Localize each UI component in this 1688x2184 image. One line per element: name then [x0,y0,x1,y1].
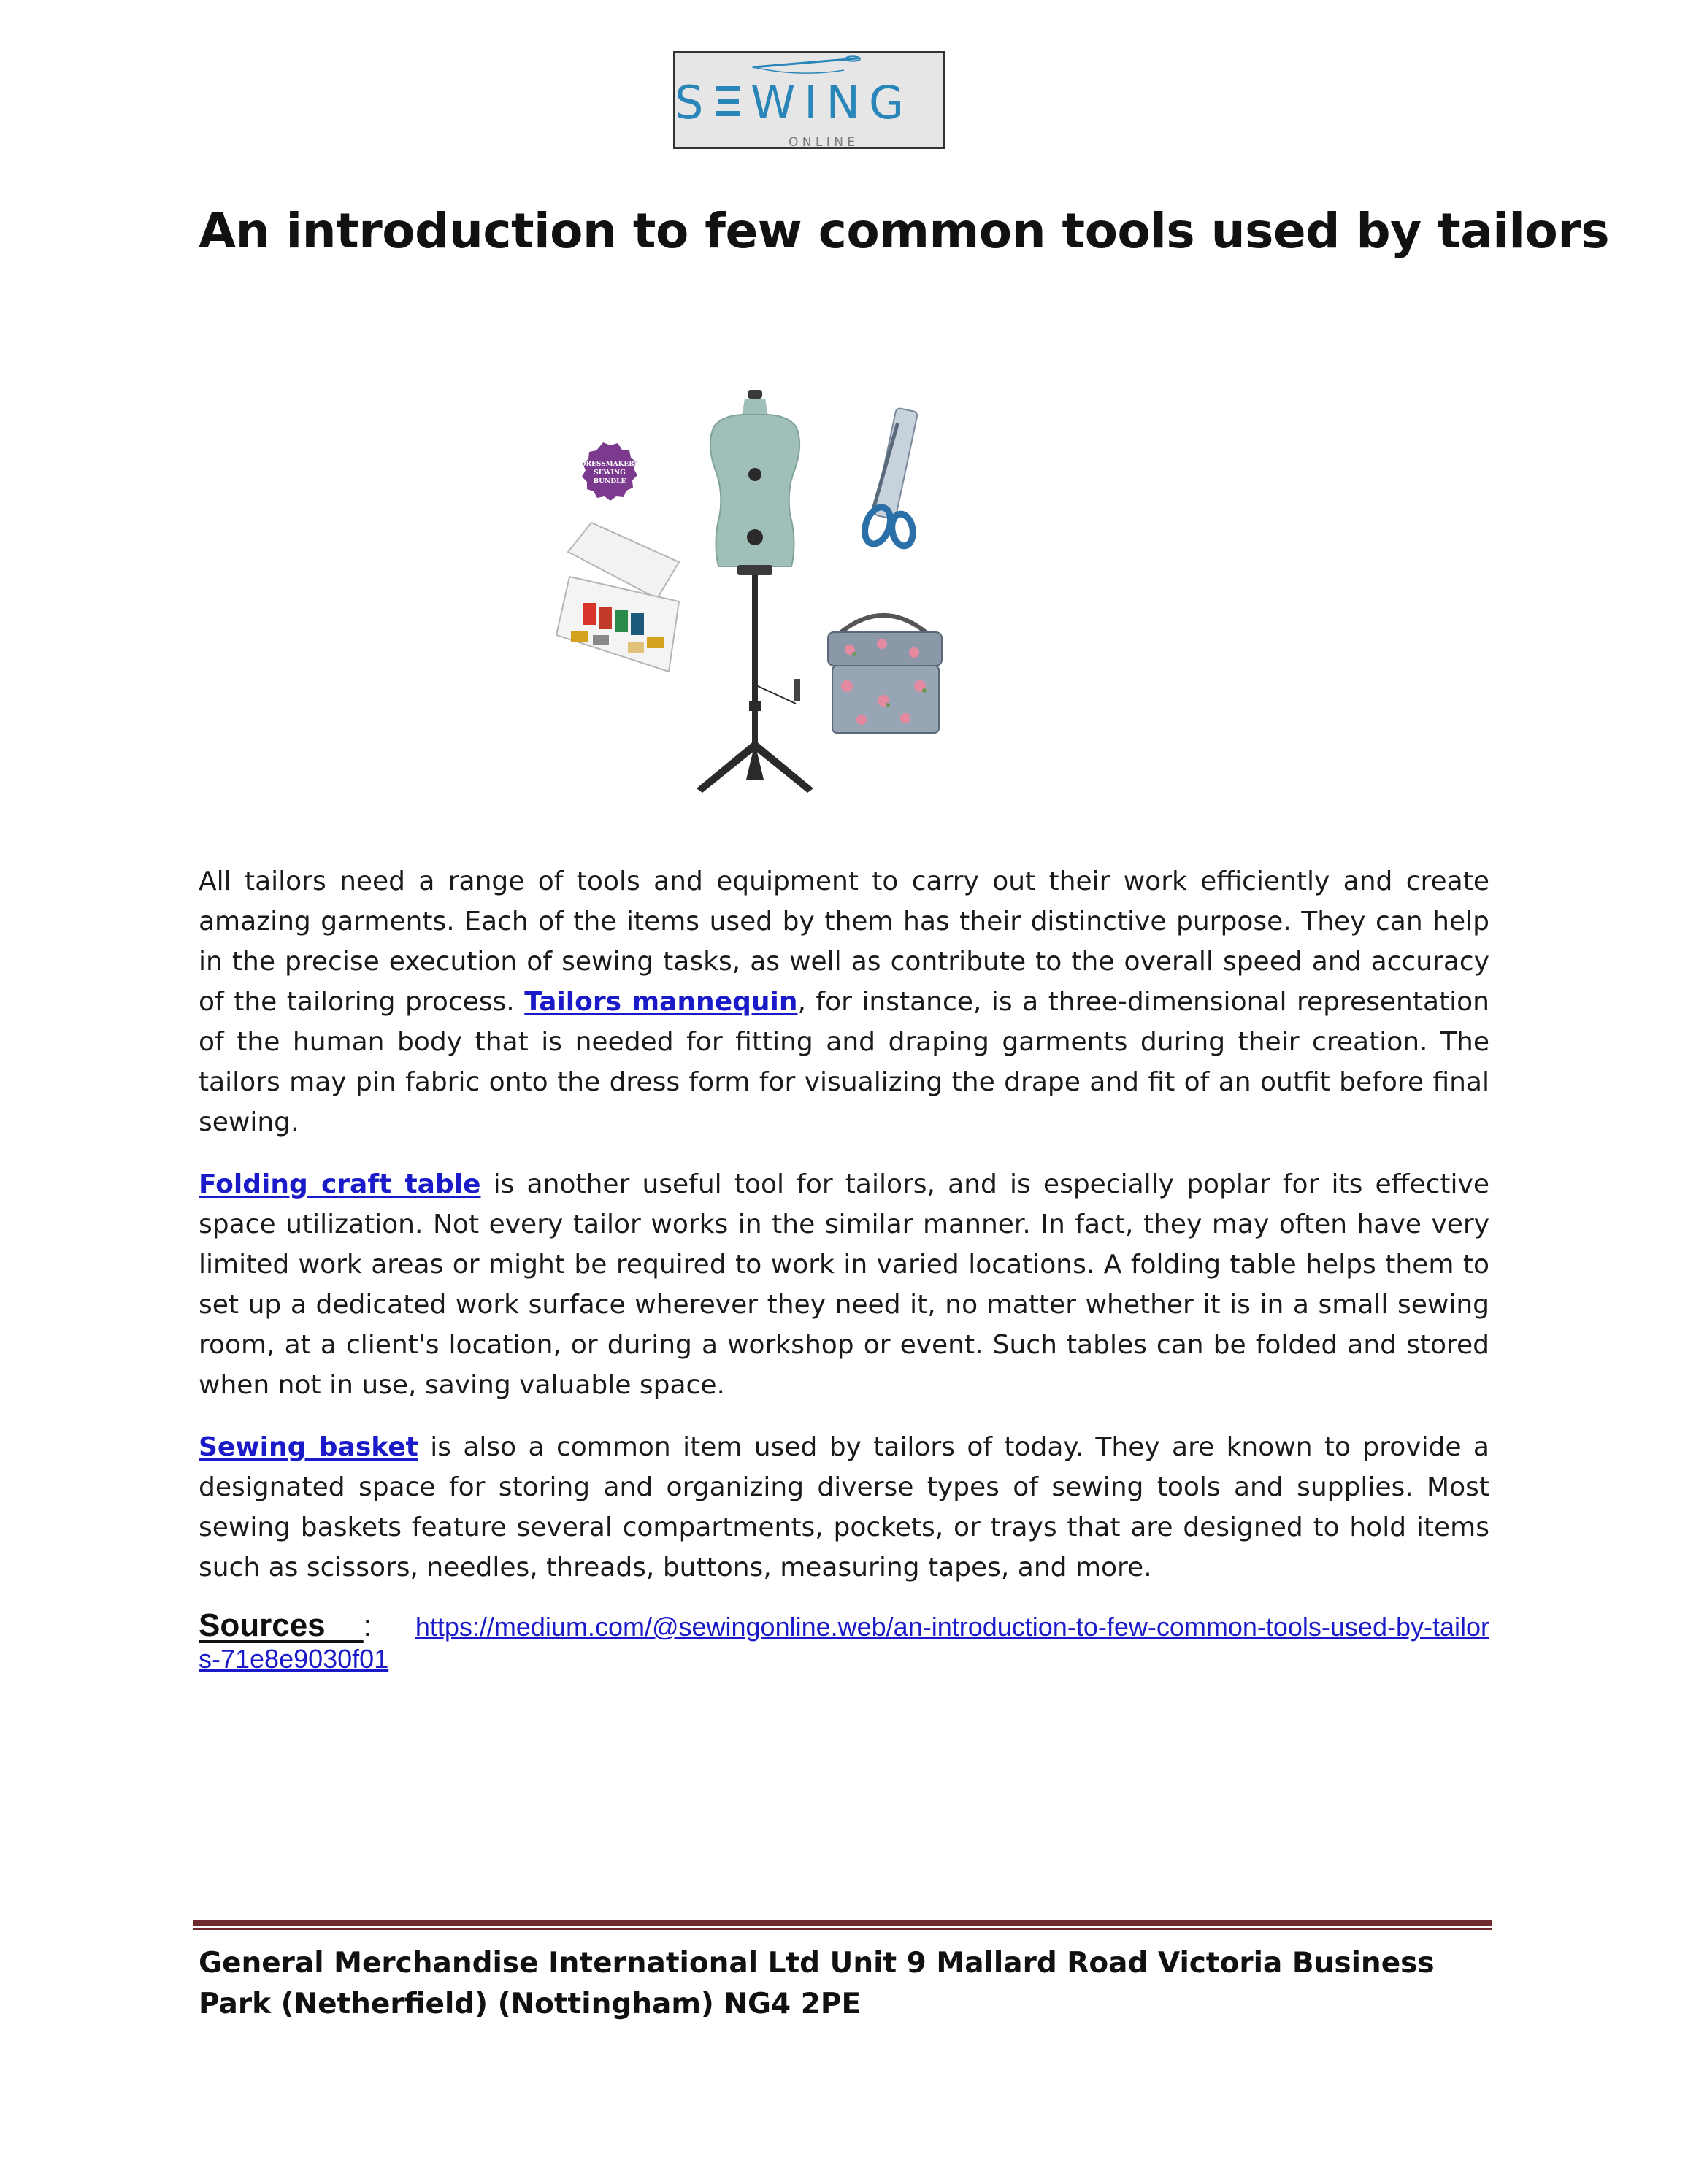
sources-url-link[interactable]: https://medium.com/@sewingonline.web/an-introduction-to-few-common-tools-used-by-tailors-71e8e9030f01 [199,1612,1489,1674]
badge-line-3: BUNDLE [593,478,626,485]
mannequin-icon [697,390,813,793]
sources-label: Sources [199,1607,364,1643]
logo-letter-s: S [675,76,704,129]
footer-address: General Merchandise International Ltd Unit 9 Mallard Road Victoria Business Park (Netherfield) (Nottingham) NG4 2PE [199,1947,1435,2020]
logo-wordmark: WING [751,76,913,129]
paragraph-tailors-mannequin [199,861,1489,1142]
thread-organiser-icon [556,523,679,672]
logo-subtitle: O N L I N E [789,135,856,150]
paragraph-1-rest: , for instance, is a three-dimensional representation of the human body that is needed for fitting and draping garments during their creation. The tailors may pin fabric onto the dress form for visualizing the drape and fit of an outfit before final sewing. [199,987,1489,1137]
sources-line [199,1607,1489,1675]
tailors-mannequin-link[interactable]: Tailors mannequin [524,987,798,1017]
scissors-icon [860,408,918,548]
sewing-online-logo [673,51,945,149]
sewing-basket-link[interactable]: Sewing basket [199,1432,418,1462]
footer-divider [193,1920,1492,1933]
page-title: An introduction to few common tools used by tailors [199,203,1610,259]
paragraph-folding-craft-table [199,1164,1489,1405]
folding-craft-table-link[interactable]: Folding craft table [199,1169,481,1199]
badge-line-1: DRESSMAKERS [580,461,640,468]
footer-divider-thick [193,1920,1492,1926]
needle-icon [753,56,860,73]
paragraph-sewing-basket [199,1427,1489,1588]
sources-colon: : [363,1610,372,1642]
paragraph-2-rest: is another useful tool for tailors, and is especially poplar for its effective space utilization. Not every tailor works in the similar manner. In fact, they may often have very limited work areas or might be required to work in varied locations. A folding table helps them to set up a dedicated work surface wherever they need it, no matter whether it is in a small sewing room, at a client's location, or during a workshop or event. Such tables can be folded and stored when not in use, saving valuable space. [199,1169,1489,1400]
bundle-badge [580,442,640,501]
badge-line-2: SEWING [594,469,626,477]
dressmakers-bundle-image [540,380,978,825]
paragraph-1-intro: All tailors need a range of tools and equipment to carry out their work efficiently and create amazing garments. Each of the items used by them has their distinctive purpose. They can help in the precise execution of sewing tasks, as well as contribute to the overall speed and accuracy of the tailoring process. [199,866,1489,1017]
footer-divider-thin [193,1928,1492,1930]
article-body [199,861,1489,1675]
paragraph-3-rest: is also a common item used by tailors of today. They are known to provide a designated space for storing and organizing diverse types of sewing tools and supplies. Most sewing baskets feature several compartments, pockets, or trays that are designed to hold items such as scissors, needles, threads, buttons, measuring tapes, and more. [199,1432,1489,1583]
logo-letter-e [716,86,740,116]
logo-graphic [675,53,946,150]
sewing-basket-icon [828,615,942,733]
